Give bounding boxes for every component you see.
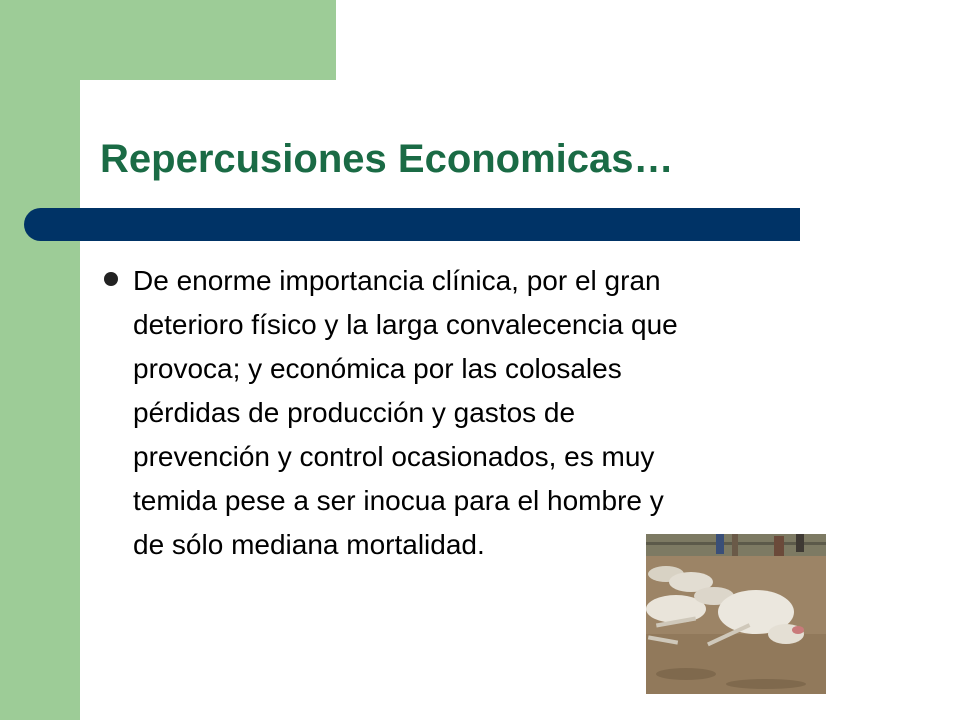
bullet-text-line: De enorme importancia clínica, por el gran (133, 265, 661, 296)
left-decor-band (0, 0, 80, 720)
bullet-text-line: prevención y control ocasionados, es muy (133, 441, 655, 472)
bullet-text-line: temida pese a ser inocua para el hombre y (133, 485, 664, 516)
top-decor-band (80, 0, 336, 80)
bullet-text-line: de sólo mediana mortalidad. (133, 529, 485, 560)
bullet-dot (104, 272, 118, 286)
bullet-text-line: provoca; y económica por las colosales (133, 353, 622, 384)
dead-sheep-photo (646, 534, 826, 694)
bullet-text (133, 259, 845, 567)
slide-title: Repercusiones Economicas… (100, 137, 674, 181)
bullet-text-line: deterioro físico y la larga convalecencia que (133, 309, 678, 340)
bullet-text-line: pérdidas de producción y gastos de (133, 397, 576, 428)
title-divider-bar (24, 208, 800, 241)
